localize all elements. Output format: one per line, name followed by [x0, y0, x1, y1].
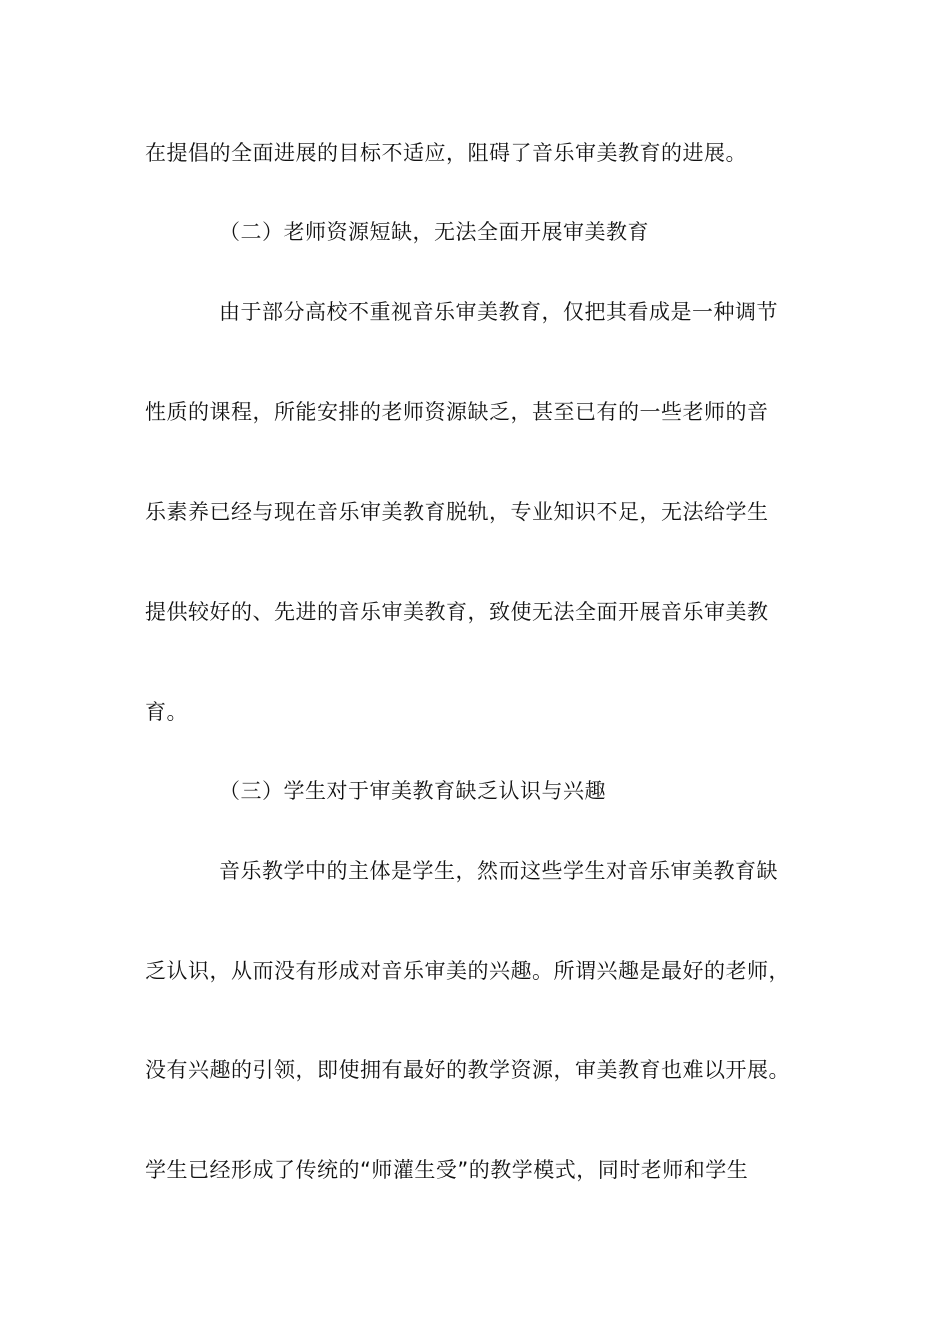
paragraph-line: 乐素养已经与现在音乐审美教育脱轨，专业知识不足，无法给学生 — [145, 500, 769, 524]
section-heading: （二）老师资源短缺，无法全面开展审美教育 — [219, 220, 649, 244]
paragraph-line: 提供较好的、先进的音乐审美教育，致使无法全面开展音乐审美教 — [145, 600, 769, 624]
paragraph-line: 性质的课程，所能安排的老师资源缺乏，甚至已有的一些老师的音 — [145, 400, 769, 424]
paragraph-line: 由于部分高校不重视音乐审美教育，仅把其看成是一种调节 — [219, 300, 778, 324]
section-heading: （三）学生对于审美教育缺乏认识与兴趣 — [219, 779, 606, 803]
paragraph-line: 没有兴趣的引领，即使拥有最好的教学资源，审美教育也难以开展。 — [145, 1058, 790, 1082]
paragraph-line: 乏认识，从而没有形成对音乐审美的兴趣。所谓兴趣是最好的老师， — [145, 959, 790, 983]
paragraph-line: 学生已经形成了传统的“师灌生受”的教学模式，同时老师和学生 — [145, 1158, 749, 1182]
paragraph-line: 在提倡的全面进展的目标不适应，阻碍了音乐审美教育的进展。 — [145, 141, 747, 165]
paragraph-line: 音乐教学中的主体是学生，然而这些学生对音乐审美教育缺 — [219, 859, 778, 883]
paragraph-line: 育。 — [145, 700, 188, 724]
